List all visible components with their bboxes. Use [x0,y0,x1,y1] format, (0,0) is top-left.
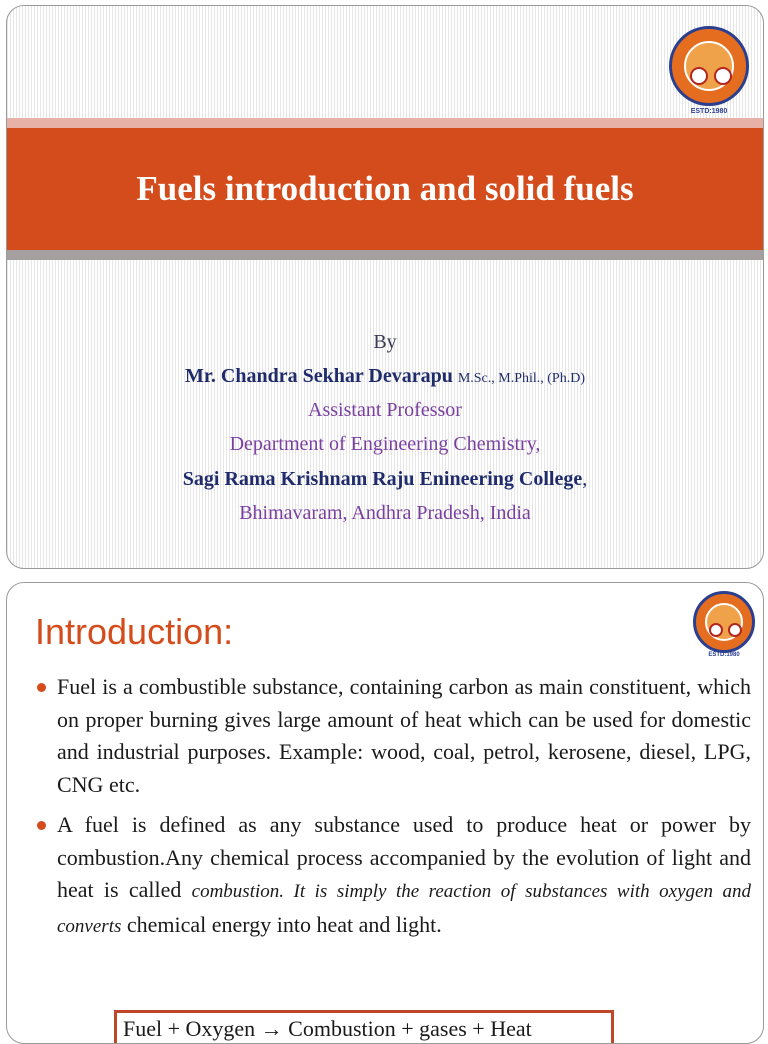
college-comma: , [582,468,588,490]
author-line [7,365,763,388]
combustion-equation-box: Fuel + Oxygen → Combustion + gases + Heat [114,1010,614,1044]
author-degrees: M.Sc., M.Phil., (Ph.D) [457,371,585,386]
college-name: Sagi Rama Krishnam Raju Enineering College [182,468,583,490]
bullet-text-end: chemical energy into heat and light. [121,911,442,937]
logo-estd-label: ESTD:1980 [690,108,728,115]
bullet-text-start: A fuel is defined as any substance used to produce heat or power by combustion.Any chemical process accompanied by the evolution of light and heat is called [57,812,751,902]
slide-heading: Introduction: [35,611,234,652]
bullet-text: Fuel is a combustible substance, containing carbon as main constituent, which on proper burning gives large amount of heat which can be used for domestic and industrial purposes. Example: wood, coal, petrol, kerosene, diesel, LPG, CNG etc. [57,674,751,797]
list-item [35,671,751,801]
author-college [7,468,763,491]
author-location: Bhimavaram, Andhra Pradesh, India [239,502,531,524]
bullet-dot-icon [37,683,46,692]
introduction-slide [6,582,764,1044]
title-slide [6,5,764,569]
author-role: Assistant Professor [308,399,462,421]
college-emblem-icon [669,26,749,118]
title-band [7,128,763,250]
bullet-list [35,671,751,951]
title-band-top-stripe [7,118,763,128]
author-department: Department of Engineering Chemistry, [229,433,541,455]
author-name: Mr. Chandra Sekhar Devarapu [185,365,453,387]
by-label: By [373,331,397,353]
title-band-bottom-stripe [7,250,763,260]
bullet-dot-icon [37,821,46,830]
slide-title: Fuels introduction and solid fuels [136,169,634,208]
list-item [35,809,751,943]
college-emblem-icon [693,591,755,661]
logo-estd-label: ESTD:1980 [708,652,740,658]
bullet-text-italic: combustion. It is simply the reaction of substances with oxygen and converts [57,881,751,937]
